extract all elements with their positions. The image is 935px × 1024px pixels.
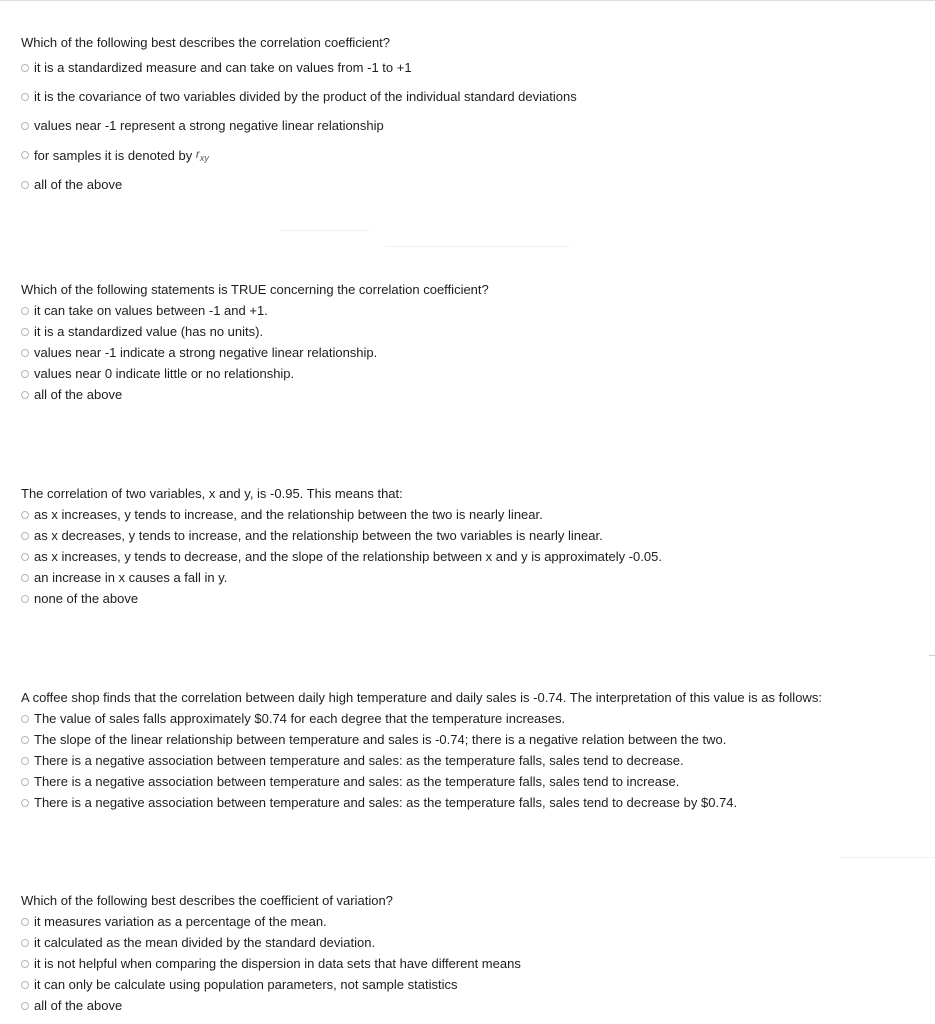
radio-button[interactable] (21, 370, 29, 378)
radio-button[interactable] (21, 151, 29, 159)
radio-button[interactable] (21, 328, 29, 336)
radio-button[interactable] (21, 532, 29, 540)
radio-button[interactable] (21, 511, 29, 519)
radio-button[interactable] (21, 64, 29, 72)
option-label: it can take on values between -1 and +1. (34, 303, 268, 318)
radio-button[interactable] (21, 181, 29, 189)
option-label: all of the above (34, 998, 123, 1013)
option-label: There is a negative association between temperature and sales: as the temperature falls, sales tend to increase. (34, 774, 680, 789)
radio-button[interactable] (21, 93, 29, 101)
question-1-option-3[interactable] (21, 111, 927, 140)
question-4-option-2[interactable] (21, 729, 927, 750)
option-label: The slope of the linear relationship between temperature and sales is -0.74; there is a negative relation between the two. (34, 732, 727, 747)
question-1-text: Which of the following best describes the correlation coefficient? (21, 35, 391, 50)
option-label: it calculated as the mean divided by the standard deviation. (34, 935, 376, 950)
radio-button[interactable] (21, 553, 29, 561)
radio-button[interactable] (21, 736, 29, 744)
option-label: values near 0 indicate little or no relationship. (34, 366, 295, 381)
question-2-option-3[interactable] (21, 342, 927, 363)
question-3-text: The correlation of two variables, x and y, is -0.95. This means that: (21, 486, 403, 501)
question-3-option-1[interactable] (21, 504, 927, 525)
question-3-option-2[interactable] (21, 525, 927, 546)
question-1 (21, 33, 927, 199)
radio-button[interactable] (21, 349, 29, 357)
radio-button[interactable] (21, 391, 29, 399)
question-3-option-5[interactable] (21, 588, 927, 609)
option-label: it is a standardized measure and can take on values from -1 to +1 (34, 60, 412, 75)
question-4-option-3[interactable] (21, 750, 927, 771)
r-xy-symbol: $r_{xy}$ (195, 147, 209, 163)
question-5-option-1[interactable] (21, 911, 927, 932)
radio-button[interactable] (21, 122, 29, 130)
question-2-option-5[interactable] (21, 384, 927, 405)
option-label: it is not helpful when comparing the dispersion in data sets that have different means (34, 956, 521, 971)
radio-button[interactable] (21, 981, 29, 989)
question-4-option-5[interactable] (21, 792, 927, 813)
question-5 (21, 891, 927, 1016)
question-2-text: Which of the following statements is TRUE concerning the correlation coefficient? (21, 282, 489, 297)
question-1-option-5[interactable] (21, 170, 927, 199)
radio-button[interactable] (21, 939, 29, 947)
question-2-option-2[interactable] (21, 321, 927, 342)
option-label: it is a standardized value (has no units). (34, 324, 264, 339)
option-label: There is a negative association between temperature and sales: as the temperature falls, sales tend to decrease. (34, 753, 684, 768)
question-4-text: A coffee shop finds that the correlation between daily high temperature and daily sales is -0.74. The interpretation of this value is as follows: (21, 690, 822, 705)
faint-divider (280, 230, 370, 231)
question-2-option-4[interactable] (21, 363, 927, 384)
radio-button[interactable] (21, 1002, 29, 1010)
radio-button[interactable] (21, 574, 29, 582)
question-5-option-5[interactable] (21, 995, 927, 1016)
option-label: values near -1 represent a strong negative linear relationship (34, 118, 384, 133)
question-3-option-4[interactable] (21, 567, 927, 588)
question-1-option-1[interactable] (21, 53, 927, 82)
radio-button[interactable] (21, 918, 29, 926)
radio-button[interactable] (21, 595, 29, 603)
option-label: none of the above (34, 591, 139, 606)
option-label: as x decreases, y tends to increase, and the relationship between the two variables is nearly linear. (34, 528, 603, 543)
option-label: The value of sales falls approximately $0.74 for each degree that the temperature increases. (34, 711, 566, 726)
question-2 (21, 280, 927, 405)
radio-button[interactable] (21, 778, 29, 786)
radio-button[interactable] (21, 715, 29, 723)
question-4-option-4[interactable] (21, 771, 927, 792)
radio-button[interactable] (21, 960, 29, 968)
question-5-text: Which of the following best describes the coefficient of variation? (21, 893, 393, 908)
option-label: as x increases, y tends to increase, and the relationship between the two is nearly linear. (34, 507, 543, 522)
option-label: it measures variation as a percentage of the mean. (34, 914, 327, 929)
radio-button[interactable] (21, 757, 29, 765)
option-label: There is a negative association between temperature and sales: as the temperature falls, sales tend to decrease by $0.74. (34, 795, 738, 810)
option-label: all of the above (34, 387, 123, 402)
question-1-option-4[interactable] (21, 140, 927, 170)
option-label: as x increases, y tends to decrease, and the slope of the relationship between x and y is approximately -0.05. (34, 549, 662, 564)
question-5-option-4[interactable] (21, 974, 927, 995)
scroll-tick (929, 655, 935, 656)
option-label: for samples it is denoted by (34, 147, 193, 163)
option-label: it can only be calculate using population parameters, not sample statistics (34, 977, 458, 992)
radio-button[interactable] (21, 799, 29, 807)
faint-divider (840, 857, 935, 858)
question-3 (21, 484, 927, 609)
faint-divider (385, 246, 570, 247)
radio-button[interactable] (21, 307, 29, 315)
question-4 (21, 688, 927, 813)
question-5-option-2[interactable] (21, 932, 927, 953)
question-2-option-1[interactable] (21, 300, 927, 321)
option-label: an increase in x causes a fall in y. (34, 570, 228, 585)
question-1-option-2[interactable] (21, 82, 927, 111)
question-3-option-3[interactable] (21, 546, 927, 567)
option-label: all of the above (34, 177, 123, 192)
question-4-option-1[interactable] (21, 708, 927, 729)
option-label: it is the covariance of two variables divided by the product of the individual standard deviations (34, 89, 577, 104)
question-5-option-3[interactable] (21, 953, 927, 974)
option-label: values near -1 indicate a strong negative linear relationship. (34, 345, 378, 360)
top-divider (0, 0, 935, 1)
